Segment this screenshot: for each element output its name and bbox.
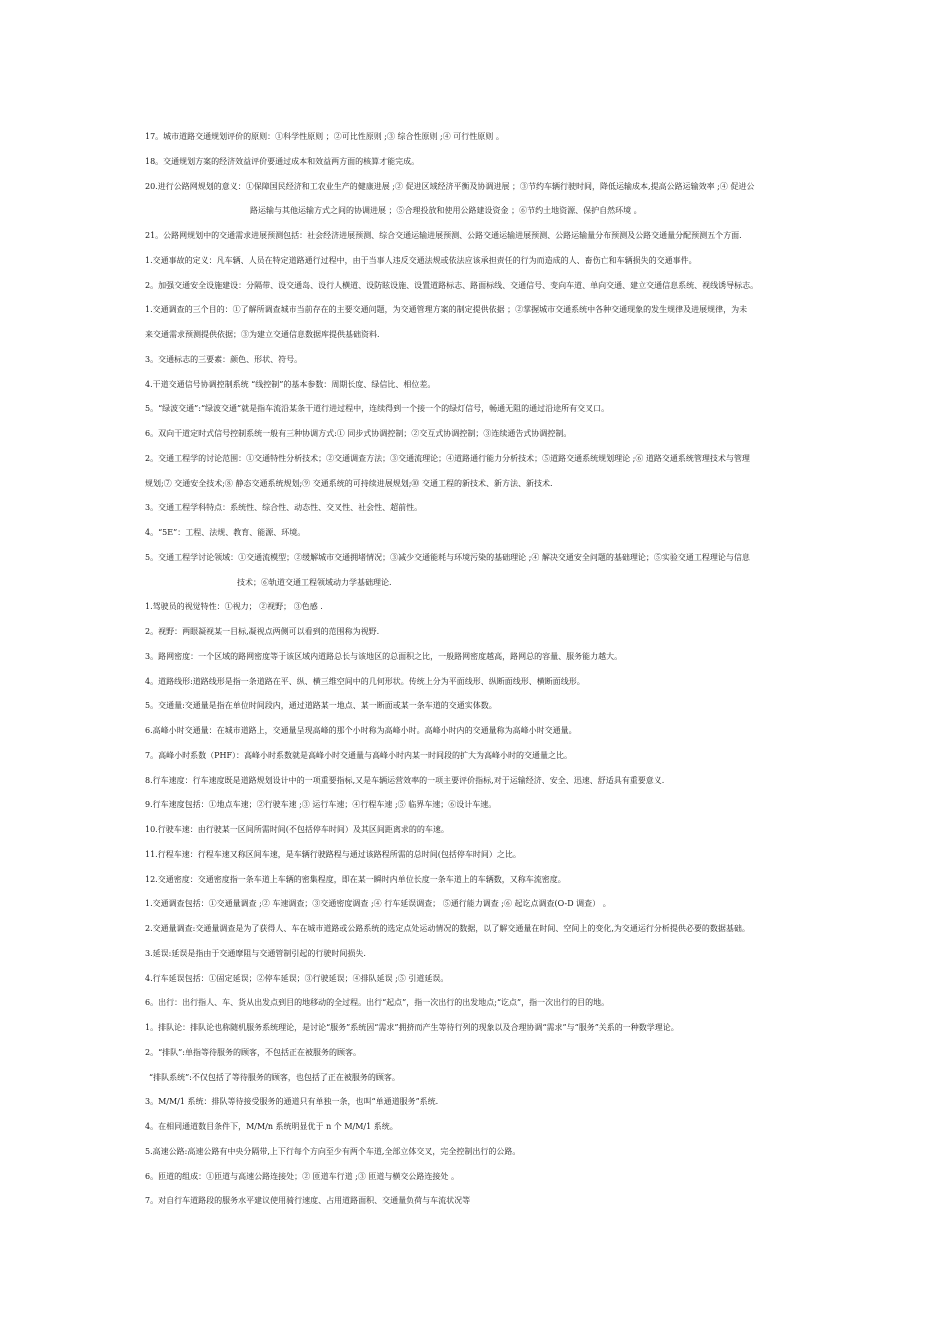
text-line: 20.进行公路网规划的意义：①保障国民经济和工农业生产的健康进展 ;② 促进区域经济平衡及协调进展 ；③节约车辆行驶时间，降低运输成本,提高公路运输效率 ;④ 促进公: [145, 181, 755, 191]
text-line: 6.高峰小时交通量：在城市道路上，交通量呈现高峰的那个小时称为高峰小时。高峰小时内的交通量称为高峰小时交通量。: [145, 726, 577, 735]
text-line-continuation: 规划;⑦ 交通安全技术;⑧ 静态交通系统规划;⑨ 交通系统的可持续进展规划;⑩ 交通工程的新技术、新方法、新技术.: [145, 478, 553, 488]
text-line-continuation: 技术；⑥轨道交通工程领域动力学基础理论.: [237, 577, 392, 587]
text-line: 10.行驶车速：由行驶某一区间所需时间(不包括停车时间）及其区间距离求的的车速。: [145, 825, 449, 834]
text-line: 4.干道交通信号协调控制系统 “线控制”的基本参数：周期长度、绿信比、相位差。: [145, 379, 436, 389]
document-body: [145, 129, 810, 1218]
text-line: 2。加强交通安全设施建设：分隔带、设交通岛、设行人横道、设防眩设施、设置道路标志、路面标线、交通信号、变向车道、单向交通、建立交通信息系统、视线诱导标志。: [145, 280, 759, 290]
text-line-continuation: 来交通需求预测提供依据；③为建立交通信息数据库提供基础资料.: [145, 330, 380, 339]
text-line: 17。城市道路交通规划评价的原则：①科学性原则 ；②可比性原则 ;③ 综合性原则 ;④ 可行性原则 。: [145, 132, 504, 141]
text-line: 3.延误:延误是指由于交通摩阻与交通管制引起的行驶时间损失.: [145, 948, 366, 958]
text-line: 18。交通规划方案的经济效益评价要通过成本和效益两方面的核算才能完成。: [145, 156, 420, 166]
text-line: 1.驾驶员的视觉特性：①视力； ②视野； ③色感 .: [145, 602, 323, 612]
text-line: “排队系统”:不仅包括了等待服务的顾客，也包括了正在被服务的顾客。: [149, 1072, 400, 1082]
text-line: 12.交通密度：交通密度指一条车道上车辆的密集程度，即在某一瞬时内单位长度一条车道上的车辆数，又称车流密度。: [145, 874, 566, 884]
text-line: 3。路网密度：一个区域的路网密度等于该区域内道路总长与该地区的总面积之比，一般路网密度越高，路网总的容量、服务能力越大。: [145, 651, 623, 661]
text-line: 7。高峰小时系数（PHF）：高峰小时系数就是高峰小时交通量与高峰小时内某一时间段的扩大为高峰小时的交通量之比。: [145, 750, 572, 760]
text-line: 5。交通量:交通量是指在单位时间段内，通过道路某一地点、某一断面或某一条车道的交通实体数。: [145, 701, 497, 711]
text-line: 6。双向干道定时式信号控制系统一般有三种协调方式:① 同步式协调控制；②交互式协调控制；③连续通告式协调控制。: [145, 429, 572, 438]
text-line: 21。公路网规划中的交通需求进展预测包括：社会经济进展预测、综合交通运输进展预测、公路交通运输进展预测、公路运输量分布预测及公路交通量分配预测五个方面.: [145, 231, 742, 240]
text-line: 5。交通工程学讨论领域：①交通流模型；②缓解城市交通拥堵情况；③减少交通能耗与环境污染的基础理论 ;④ 解决交通安全问题的基础理论；⑤实验交通工程理论与信息: [145, 552, 750, 562]
text-line: 3。交通工程学科特点：系统性、综合性、动态性、交叉性、社会性、超前性。: [145, 503, 423, 513]
text-line: 1。排队论：排队论也称随机服务系统理论，是讨论“服务”系统因“需求”拥挤而产生等待行列的现象以及合理协调“需求”与“服务”关系的一种数学理论。: [145, 1023, 679, 1032]
text-line: 2。视野：两眼凝视某一目标,凝视点两侧可以看到的范围称为视野.: [145, 627, 380, 636]
text-line: 2。“排队”:单指等待服务的顾客，不包括正在被服务的顾客。: [145, 1047, 361, 1057]
text-line: 8.行车速度：行车速度既是道路规划设计中的一项重要指标,又是车辆运营效率的一项主要评价指标,对于运输经济、安全、迅速、舒适具有重要意义.: [145, 775, 665, 785]
text-line: 2。交通工程学的讨论范围：①交通特性分析技术；②交通调查方法；③交通流理论；④道路通行能力分析技术；⑤道路交通系统规划理论 ;⑥ 道路交通系统管理技术与管理: [145, 453, 750, 463]
text-line: 6。匝道的组成：①匝道与高速公路连接处；② 匝道车行道 ;③ 匝道与横交公路连接处 。: [145, 1171, 459, 1181]
text-line-continuation: 路运输与其他运输方式之间的协调进展 ；⑤合理投放和使用公路建设资金 ；⑥节约土地资源、保护自然环境 。: [250, 206, 642, 216]
text-line: 2.交通量调查:交通量调查是为了获得人、车在城市道路或公路系统的选定点处运动情况的数据，以了解交通量在时间、空间上的变化,为交通运行分析提供必要的数据基础。: [145, 924, 750, 933]
text-line: 7。对自行车道路段的服务水平建议使用骑行速度、占用道路面积、交通量负荷与车流状况等: [145, 1196, 471, 1206]
text-line: 4。在相同通道数目条件下，M/M/n 系统明显优于 n 个 M/M/1 系统。: [145, 1122, 398, 1131]
text-line: 1.交通事故的定义：凡车辆、人员在特定道路通行过程中，由于当事人违反交通法规或依法应该承担责任的行为而造成的人、畜伤亡和车辆损失的交通事件。: [145, 255, 697, 265]
text-line: 3。M/M/1 系统：排队等待接受服务的通道只有单独一条，也叫“单通道服务”系统.: [145, 1097, 439, 1107]
text-line: 5。“绿波交通”:“绿波交通”就是指车流沿某条干道行进过程中，连续得到一个接一个的绿灯信号，畅通无阻的通过沿途所有交叉口。: [145, 404, 610, 414]
text-line: 4。“5E”：工程、法规、教育、能源、环境。: [145, 528, 306, 537]
text-line: 3。交通标志的三要素：颜色、形状、符号。: [145, 354, 303, 364]
text-line: 4.行车延误包括：①固定延误；②停车延误；③行驶延误；④排队延误 ;⑤ 引道延误。: [145, 973, 449, 983]
text-line: 5.高速公路:高速公路有中央分隔带,上下行每个方向至少有两个车道,全部立体交叉，完全控制出行的公路。: [145, 1146, 521, 1156]
text-line: 11.行程车速：行程车速又称区间车速，是车辆行驶路程与通过该路程所需的总时间(包括停车时间）之比。: [145, 849, 521, 859]
text-line: 6。出行：出行指人、车、货从出发点到目的地移动的全过程。出行“起点”，指一次出行的出发地点;“讫点”，指一次出行的目的地。: [145, 998, 610, 1008]
text-line: 1.交通调查包括：①交通量调查 ;② 车速调查；③交通密度调查 ;④ 行车延误调查； ⑤通行能力调查 ;⑥ 起讫点调查(O-D 调查） 。: [145, 899, 611, 909]
text-line: 4。道路线形:道路线形是指一条道路在平、纵、横三维空间中的几何形状。传统上分为平面线形、纵断面线形、横断面线形。: [145, 676, 585, 686]
text-line: 9.行车速度包括：①地点车速；②行驶车速 ;③ 运行车速；④行程车速 ;⑤ 临界车速；⑥设计车速。: [145, 800, 497, 810]
text-line: 1.交通调查的三个目的：①了解所调查城市当前存在的主要交通问题，为交通管理方案的制定提供依据 ；②掌握城市交通系统中各种交通现象的发生规律及进展规律，为未: [145, 305, 748, 315]
